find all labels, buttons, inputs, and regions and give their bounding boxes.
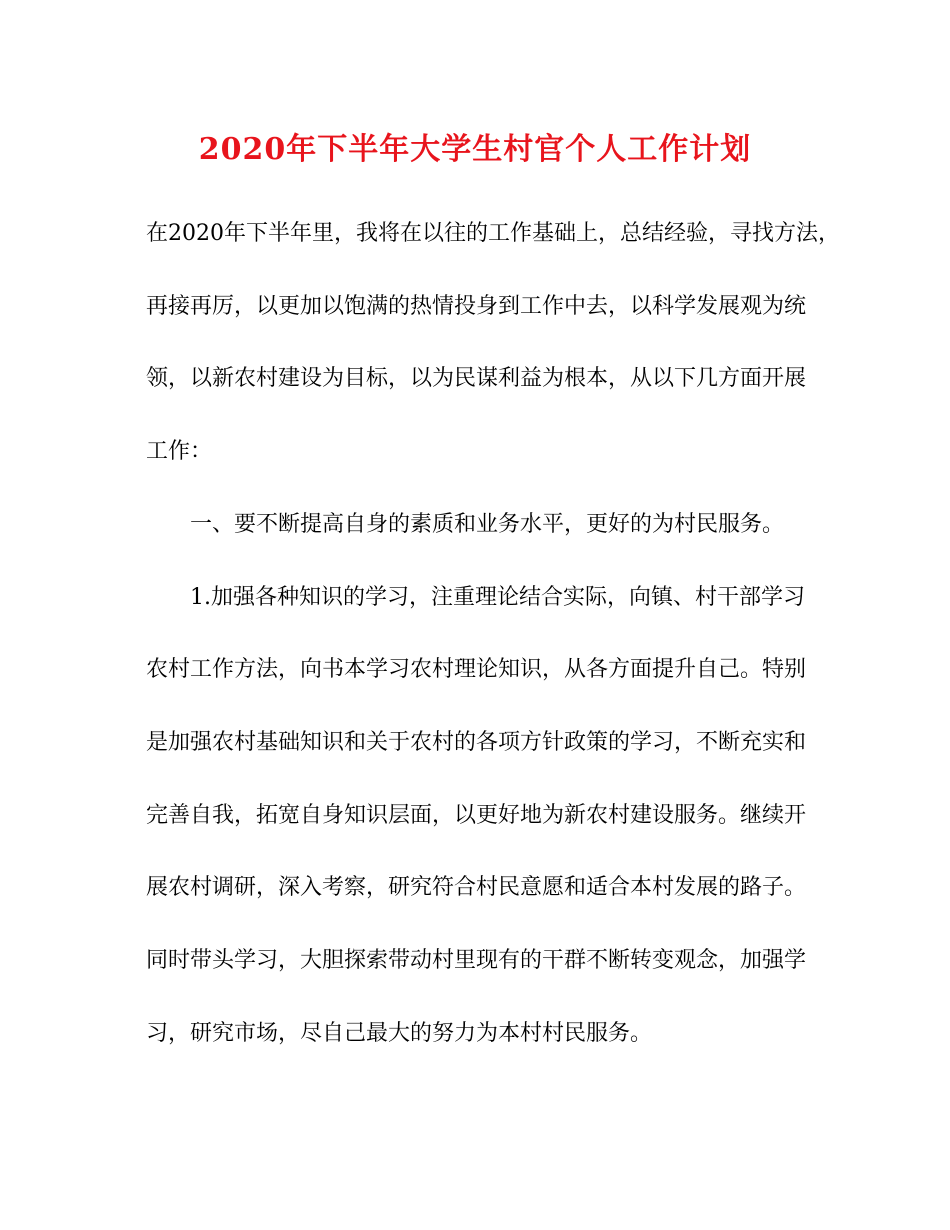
body-line: 习，研究市场，尽自己最大的努力为本村村民服务。 <box>146 1021 653 1046</box>
body-line: 同时带头学习，大胆探索带动村里现有的干群不断转变观念，加强学 <box>146 948 807 973</box>
body-line: 工作： <box>146 439 213 464</box>
body-line: 在2020年下半年里，我将在以往的工作基础上，总结经验，寻找方法， <box>146 221 840 246</box>
body-line: 展农村调研，深入考察，研究符合村民意愿和适合本村发展的路子。 <box>146 875 807 900</box>
section-heading: 一、要不断提高自身的素质和业务水平，更好的为村民服务。 <box>190 512 785 537</box>
body-line: 完善自我，拓宽自身知识层面，以更好地为新农村建设服务。继续开 <box>146 803 807 828</box>
body-line: 是加强农村基础知识和关于农村的各项方针政策的学习，不断充实和 <box>146 730 807 755</box>
body-line: 再接再厉，以更加以饱满的热情投身到工作中去，以科学发展观为统 <box>146 294 807 319</box>
document-title: 2020年下半年大学生村官个人工作计划 <box>198 132 752 167</box>
body-line: 1.加强各种知识的学习，注重理论结合实际，向镇、村干部学习 <box>190 585 805 610</box>
body-line: 农村工作方法，向书本学习农村理论知识，从各方面提升自己。特别 <box>146 657 807 682</box>
body-line: 领，以新农村建设为目标，以为民谋利益为根本，从以下几方面开展 <box>146 366 807 391</box>
